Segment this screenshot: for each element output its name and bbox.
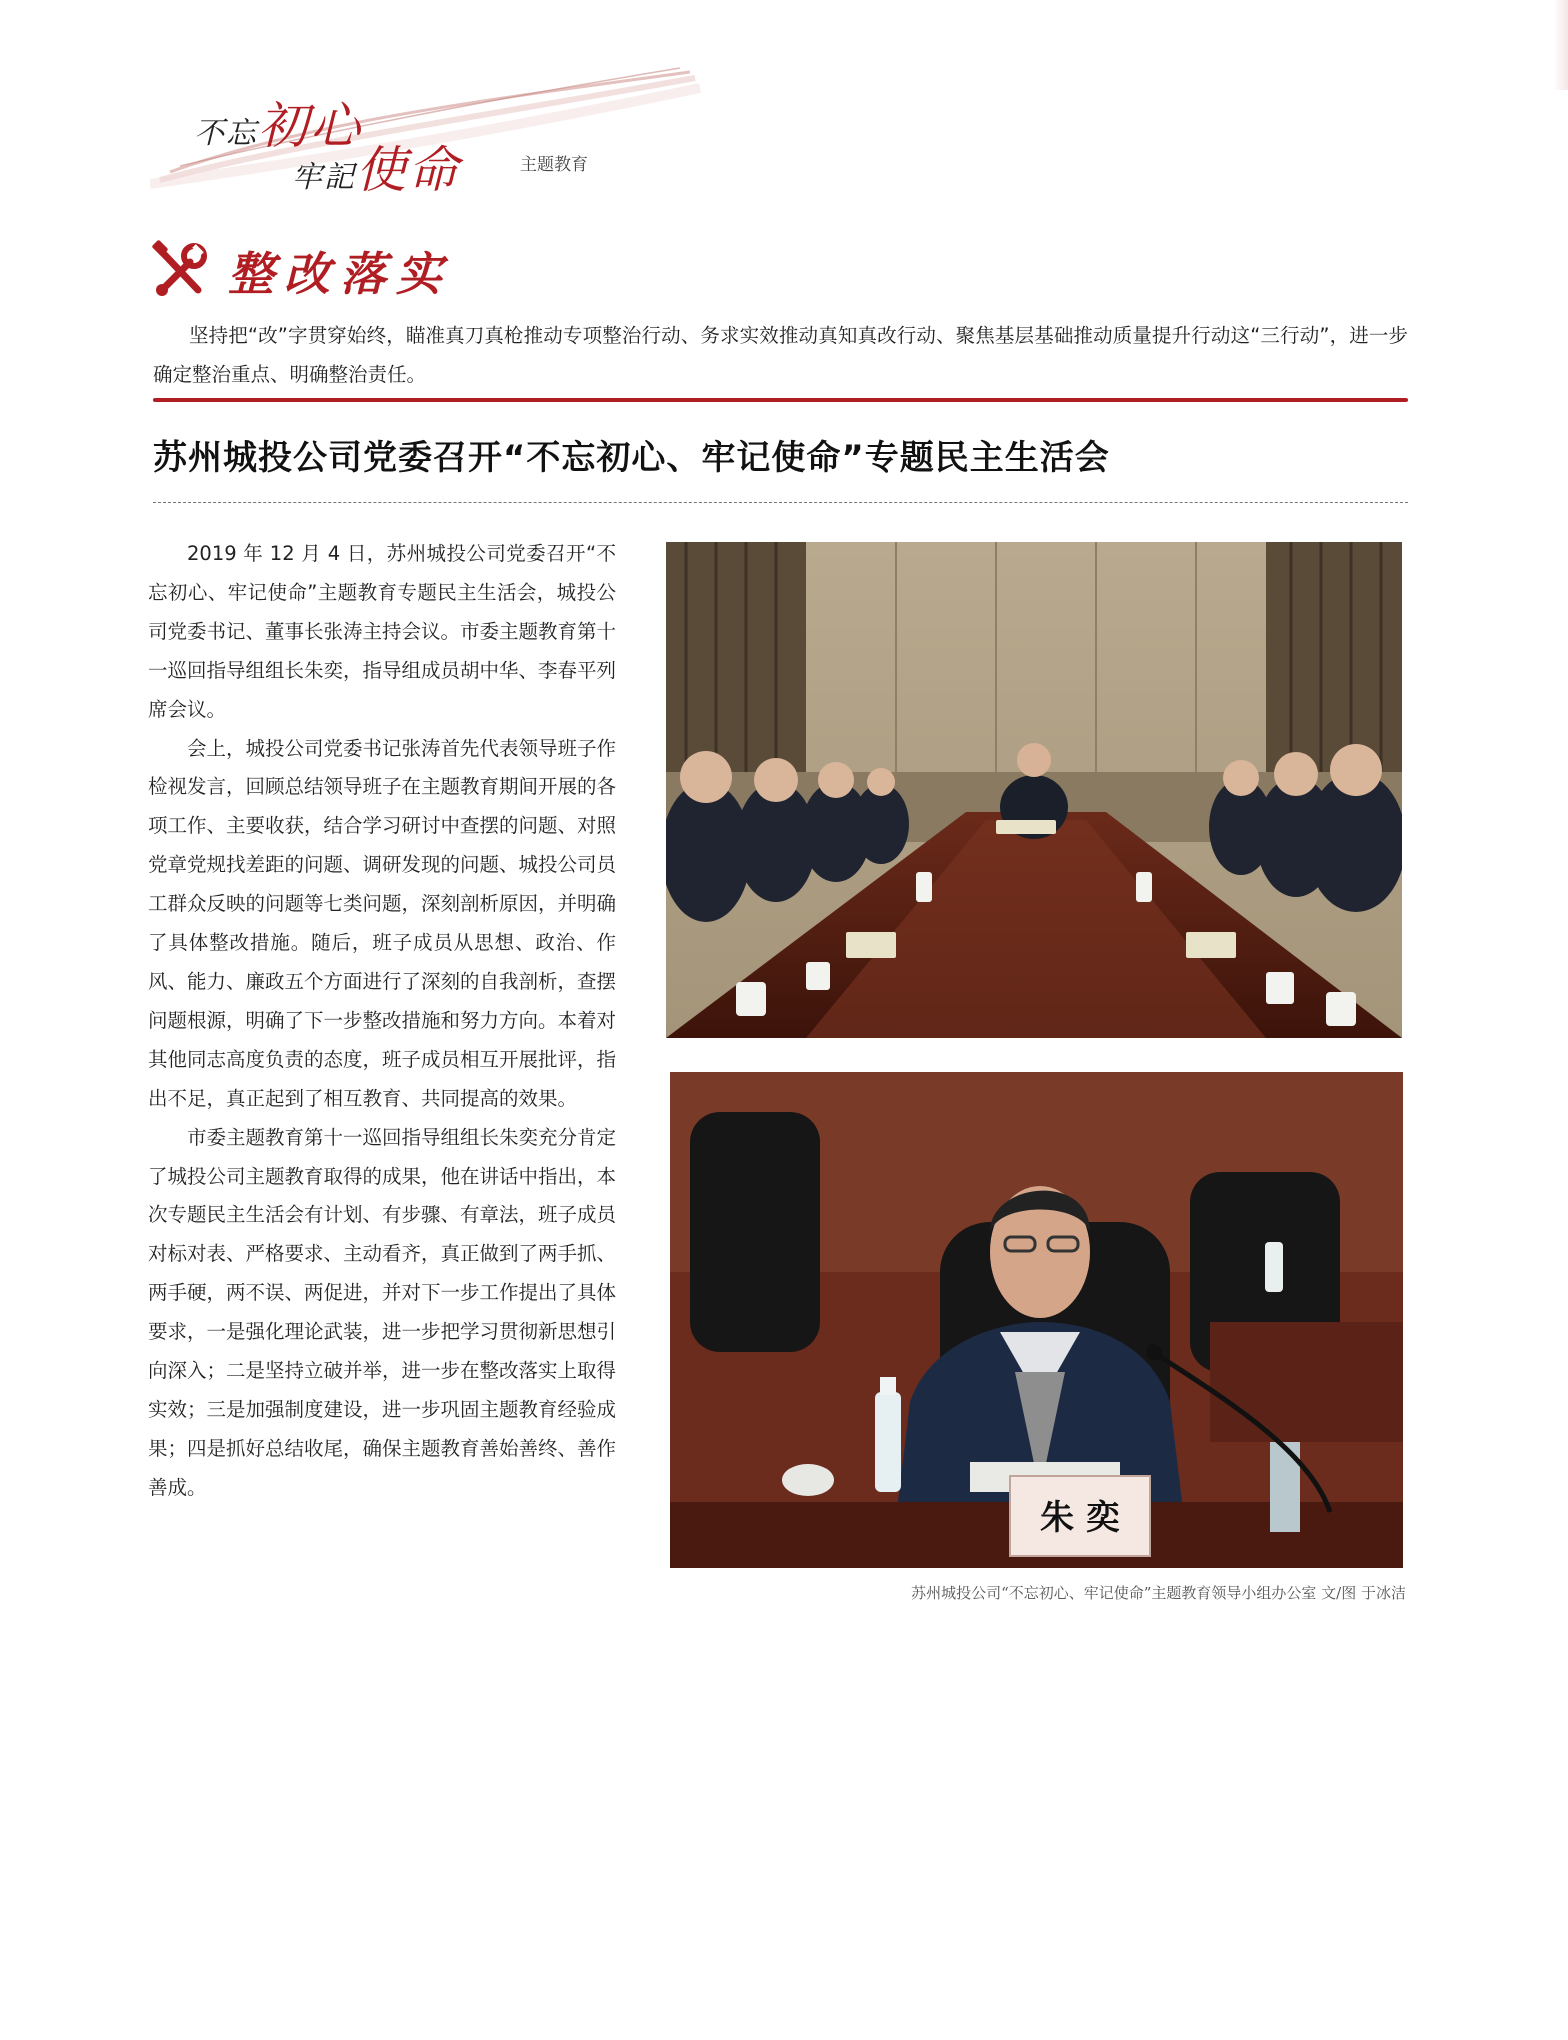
logo-line2-small: 牢記 (292, 160, 356, 195)
nameplate-text: 朱 奕 (1040, 1498, 1120, 1538)
section-tag: 主题教育 (520, 155, 588, 175)
logo-line-2 (292, 130, 460, 202)
dashed-divider (153, 502, 1408, 503)
wrench-screwdriver-icon (150, 240, 212, 302)
logo-line2-big: 使命 (356, 141, 460, 199)
article-body (148, 535, 616, 1508)
red-divider (153, 398, 1408, 402)
theme-logo (150, 62, 710, 199)
article-paragraph-1: 2019 年 12 月 4 日，苏州城投公司党委召开“不忘初心、牢记使命”主题教育专题民主生活会，城投公司党委书记、董事长张涛主持会议。市委主题教育第十一巡回指导组组长朱奕，指导组成员胡中华、李春平列席会议。 (148, 542, 617, 721)
article-paragraph-3: 市委主题教育第十一巡回指导组组长朱奕充分肯定了城投公司主题教育取得的成果，他在讲话中指出，本次专题民主生活会有计划、有步骤、有章法，班子成员对标对表、严格要求、主动看齐，真正做到了两手抓、两手硬，两不误、两促进，并对下一步工作提出了具体要求，一是强化理论武装，进一步把学习贯彻新思想引向深入；二是坚持立破并举，进一步在整改落实上取得实效；三是加强制度建设，进一步巩固主题教育经验成果；四是抓好总结收尾，确保主题教育善始善终、善作善成。 (148, 1125, 617, 1499)
article-paragraph-2: 会上，城投公司党委书记张涛首先代表领导班子作检视发言，回顾总结领导班子在主题教育期间开展的各项工作、主要收获，结合学习研讨中查摆的问题、对照党章党规找差距的问题、调研发现的问题、城投公司员工群众反映的问题等七类问题，深刻剖析原因，并明确了具体整改措施。随后，班子成员从思想、政治、作风、能力、廉政五个方面进行了深刻的自我剖析，查摆问题根源，明确了下一步整改措施和努力方向。本着对其他同志高度负责的态度，班子成员相互开展批评，指出不足，真正起到了相互教育、共同提高的效果。 (148, 736, 617, 1110)
article-headline: 苏州城投公司党委召开“不忘初心、牢记使命”专题民主生活会 (153, 438, 1110, 478)
logo-line1-big: 初心 (258, 97, 362, 155)
section-title: 整改落实 (228, 247, 452, 301)
meeting-room-photo (666, 542, 1402, 1038)
page-edge-shade (1554, 0, 1568, 90)
logo-line1-small: 不忘 (194, 116, 258, 151)
photo-caption: 苏州城投公司“不忘初心、牢记使命”主题教育领导小组办公室 文/图 于冰洁 (911, 1584, 1406, 1602)
speaker-photo (670, 1072, 1403, 1568)
section-intro: 坚持把“改”字贯穿始终，瞄准真刀真枪推动专项整治行动、务求实效推动真知真改行动、聚焦基层基础推动质量提升行动这“三行动”，进一步确定整治重点、明确整治责任。 (153, 324, 1408, 386)
